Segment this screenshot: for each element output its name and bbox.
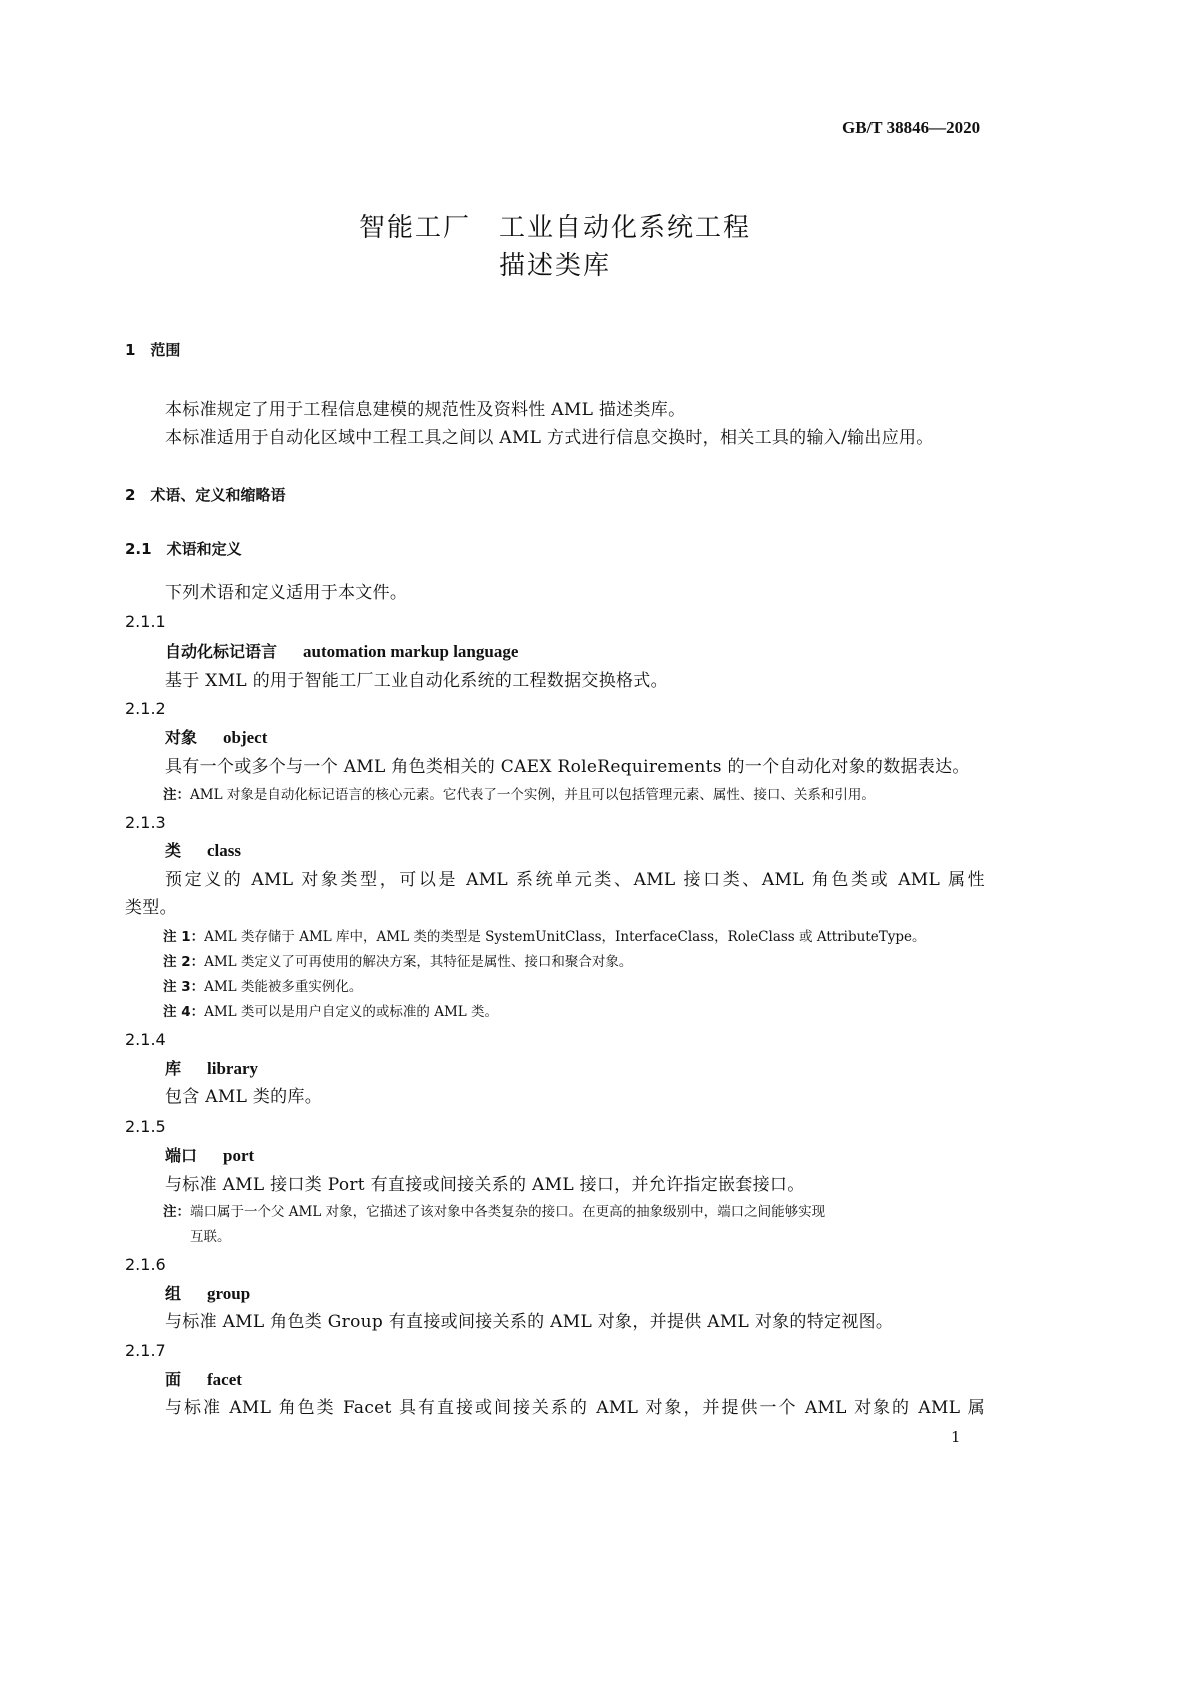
term-zh: 类 (165, 841, 182, 860)
note-label: 注 1： (163, 929, 205, 945)
term-zh: 自动化标记语言 (165, 642, 278, 661)
note-label: 注： (163, 1204, 190, 1220)
note (163, 781, 875, 809)
term-definition: 与标准 AML 角色类 Facet 具有直接或间接关系的 AML 对象，并提供一个 AML 对象的 AML 属 (165, 1398, 985, 1418)
note-text: AML 类定义了可再使用的解决方案，其特征是属性、接口和聚合对象。 (204, 954, 633, 970)
term-heading (165, 1280, 250, 1308)
section-2-heading: 2 术语、定义和缩略语 (125, 486, 286, 504)
term-definition: 预定义的 AML 对象类型，可以是 AML 系统单元类、AML 接口类、AML 角色类或 AML 属性 (165, 870, 985, 890)
paragraph: 下列术语和定义适用于本文件。 (165, 583, 408, 603)
term-en: automation markup language (303, 642, 519, 661)
note (163, 948, 632, 976)
standard-number: GB/T 38846—2020 (842, 118, 981, 137)
term-zh: 库 (165, 1059, 182, 1078)
term-number: 2.1.3 (125, 813, 166, 832)
note-label: 注 2： (163, 954, 205, 970)
note-text: 端口属于一个父 AML 对象，它描述了该对象中各类复杂的接口。在更高的抽象级别中，端口之间能够实现 (190, 1204, 826, 1220)
term-en: library (207, 1059, 259, 1078)
term-definition-continued: 类型。 (125, 898, 177, 918)
term-number: 2.1.7 (125, 1341, 166, 1360)
term-en: facet (207, 1370, 242, 1389)
document-title-line2: 描述类库 (498, 251, 611, 281)
section-1-heading: 1 范围 (125, 341, 181, 359)
note-text: AML 类能被多重实例化。 (204, 979, 363, 995)
term-number: 2.1.6 (125, 1255, 166, 1274)
note-label: 注： (163, 787, 190, 803)
term-heading (165, 638, 518, 666)
term-heading (165, 724, 267, 752)
term-heading (165, 837, 241, 865)
page-number: 1 (951, 1428, 961, 1446)
term-number: 2.1.2 (125, 699, 166, 718)
note (163, 923, 925, 951)
term-heading (165, 1055, 258, 1083)
note (163, 1198, 825, 1226)
note (163, 973, 362, 1001)
note-label: 注 4： (163, 1004, 205, 1020)
note-text: AML 类可以是用户自定义的或标准的 AML 类。 (204, 1004, 499, 1020)
term-definition: 与标准 AML 接口类 Port 有直接或间接关系的 AML 接口，并允许指定嵌套接口。 (165, 1175, 805, 1195)
note-continued: 互联。 (190, 1229, 231, 1245)
note (163, 998, 498, 1026)
note-label: 注 3： (163, 979, 205, 995)
term-definition: 与标准 AML 角色类 Group 有直接或间接关系的 AML 对象，并提供 AML 对象的特定视图。 (165, 1312, 894, 1332)
paragraph: 本标准适用于自动化区域中工程工具之间以 AML 方式进行信息交换时，相关工具的输入/输出应用。 (165, 428, 934, 448)
term-number: 2.1.5 (125, 1117, 166, 1136)
term-zh: 面 (165, 1370, 182, 1389)
term-definition: 包含 AML 类的库。 (165, 1087, 323, 1107)
note-text: AML 类存储于 AML 库中，AML 类的类型是 SystemUnitClass，InterfaceClass，RoleClass 或 AttributeType。 (204, 929, 926, 945)
section-2-1-heading: 2.1 术语和定义 (125, 540, 242, 558)
term-number: 2.1.4 (125, 1030, 166, 1049)
term-zh: 端口 (165, 1146, 198, 1165)
document-title-line1: 智能工厂 工业自动化系统工程 (358, 213, 751, 243)
term-heading (165, 1366, 242, 1394)
term-heading (165, 1142, 254, 1170)
term-en: port (223, 1146, 255, 1165)
term-en: class (207, 841, 242, 860)
term-number: 2.1.1 (125, 612, 166, 631)
term-zh: 组 (165, 1284, 182, 1303)
term-en: group (207, 1284, 251, 1303)
term-zh: 对象 (165, 728, 198, 747)
note-text: AML 对象是自动化标记语言的核心元素。它代表了一个实例，并且可以包括管理元素、属性、接口、关系和引用。 (190, 787, 875, 803)
paragraph: 本标准规定了用于工程信息建模的规范性及资料性 AML 描述类库。 (165, 400, 686, 420)
term-definition: 基于 XML 的用于智能工厂工业自动化系统的工程数据交换格式。 (165, 671, 668, 691)
term-en: object (223, 728, 268, 747)
term-definition: 具有一个或多个与一个 AML 角色类相关的 CAEX RoleRequirements 的一个自动化对象的数据表达。 (165, 757, 970, 777)
